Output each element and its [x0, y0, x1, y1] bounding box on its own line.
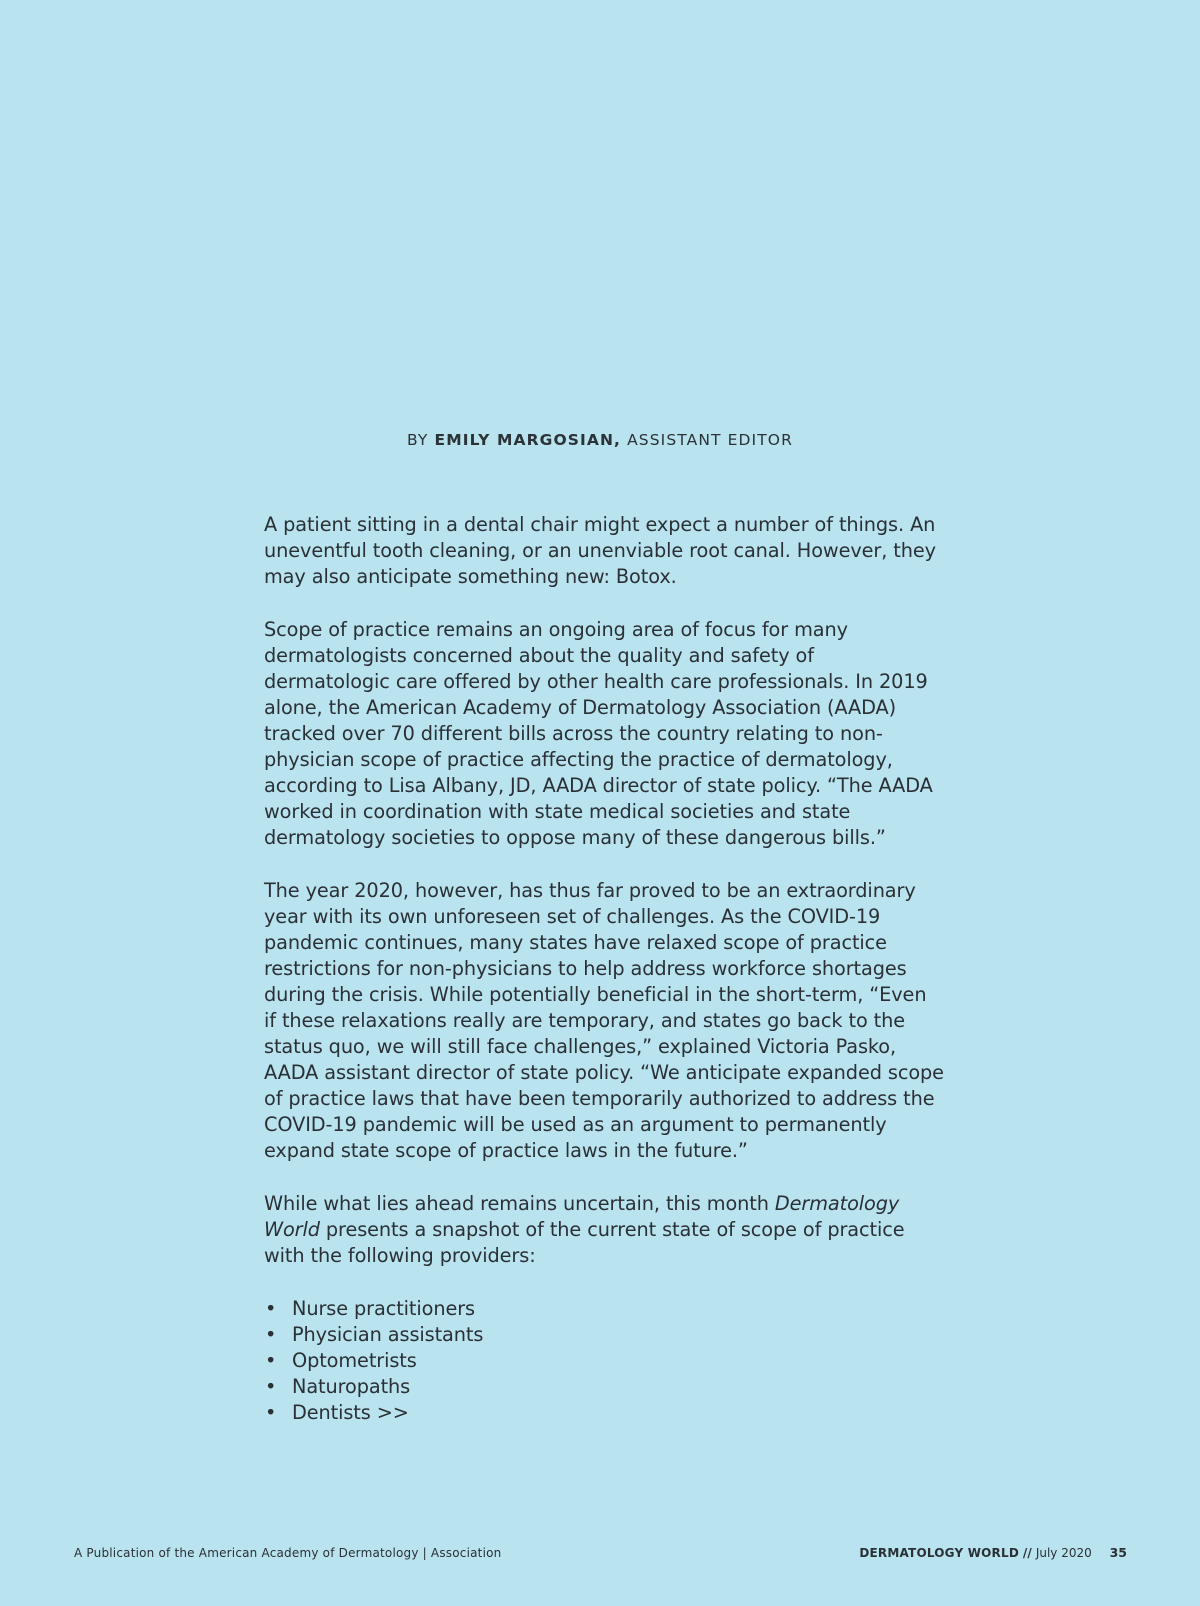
magazine-title-italic: Dermatology World: [264, 1192, 900, 1241]
article-paragraph-snapshot: [264, 1191, 944, 1269]
page-number: 35: [1109, 1545, 1127, 1560]
list-item: • Dentists >>: [264, 1400, 944, 1426]
footer-folio: [859, 1545, 1127, 1561]
snapshot-text-before: While what lies ahead remains uncertain, this month: [264, 1192, 775, 1215]
footer-publication: A Publication of the American Academy of Dermatology | Association: [74, 1546, 502, 1560]
providers-list: [264, 1296, 944, 1426]
article-paragraph-2020: The year 2020, however, has thus far proved to be an extraordinary year with its own unforeseen set of challenges. As the COVID-19 pandemic continues, many states have relaxed scope of practice restrictions for non-physicians to help address workforce shortages during the crisis. While potentially beneficial in the short-term, “Even if these relaxations really are temporary, and states go back to the status quo, we will still face challenges,” explained Victoria Pasko, AADA assistant director of state policy. “We anticipate expanded scope of practice laws that have been temporarily authorized to address the COVID-19 pandemic will be used as an argument to permanently expand state scope of practice laws in the future.”: [264, 879, 944, 1162]
footer-issue-date: July 2020: [1035, 1546, 1092, 1560]
footer-magazine-name: DERMATOLOGY WORLD: [859, 1546, 1019, 1560]
snapshot-text-after: presents a snapshot of the current state of scope of practice with the following providers:: [264, 1218, 905, 1267]
byline-prefix: BY: [407, 431, 429, 449]
article-body: [264, 512, 944, 1426]
list-item: • Nurse practitioners: [264, 1296, 944, 1322]
list-item: • Physician assistants: [264, 1322, 944, 1348]
footer-separator: //: [1022, 1546, 1032, 1560]
list-item: • Optometrists: [264, 1348, 944, 1374]
byline: [0, 430, 1200, 450]
byline-author: EMILY MARGOSIAN,: [434, 431, 622, 449]
byline-role: ASSISTANT EDITOR: [627, 431, 793, 449]
article-paragraph-intro: A patient sitting in a dental chair might expect a number of things. An uneventful tooth cleaning, or an unenviable root canal. However, they may also anticipate something new: Botox.: [264, 513, 936, 588]
article-paragraph-scope: Scope of practice remains an ongoing area of focus for many dermatologists concerned about the quality and safety of dermatologic care offered by other health care professionals. In 2019 alone, the American Academy of Dermatology Association (AADA) tracked over 70 different bills across the country relating to non-physician scope of practice affecting the practice of dermatology, according to Lisa Albany, JD, AADA director of state policy. “The AADA worked in coordination with state medical societies and state dermatology societies to oppose many of these dangerous bills.”: [264, 618, 933, 849]
list-item: • Naturopaths: [264, 1374, 944, 1400]
